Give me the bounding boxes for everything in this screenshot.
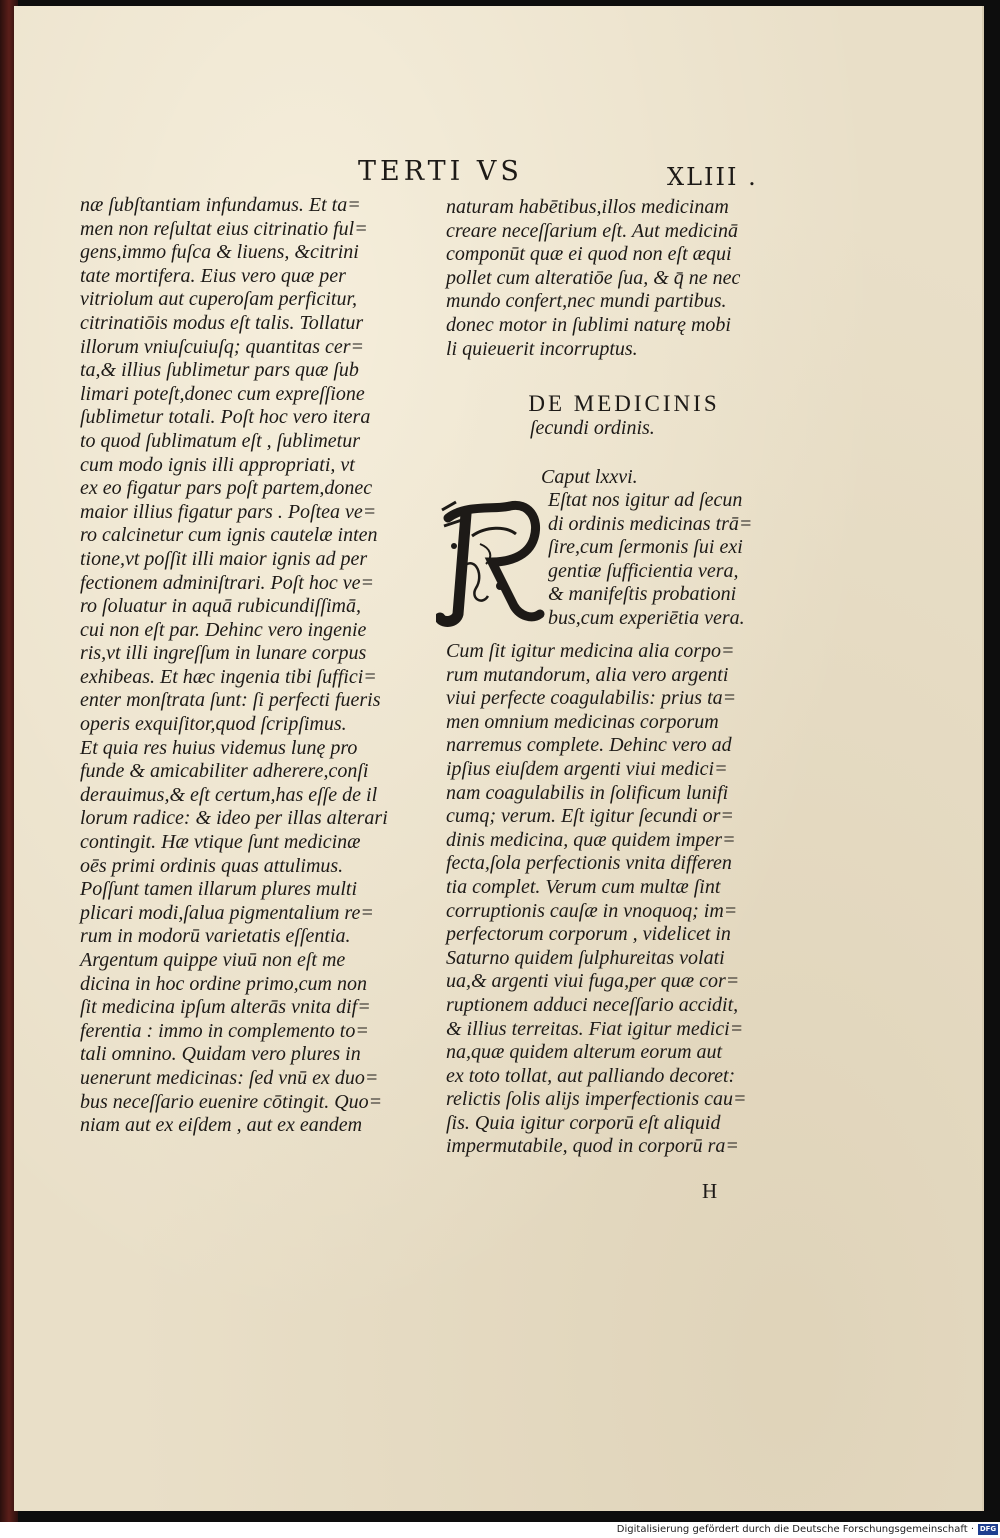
text-line: gentiæ ſufficientia vera, [548,559,739,582]
text-line: pollet cum alteratiōe ſua, & q̄ ne nec [446,266,741,289]
section-heading-title: DE MEDICINIS [528,391,720,416]
text-line: impermutabile, quod in corporū ra= [446,1135,739,1158]
text-line: perfectorum corporum , videlicet in [446,923,731,946]
text-line: relictis ſolis alijs imperfectionis cau= [446,1088,747,1111]
text-line: ruptionem adduci neceſſario accidit, [446,993,739,1016]
text-line: contingit. Hæ vtique ſunt medicinæ [80,831,361,854]
text-line: bus neceſſario euenire cōtingit. Quo= [80,1090,383,1113]
left-text-column [80,194,420,1138]
text-line: ta,& illius ſublimetur pars quæ ſub [80,359,359,382]
text-line: donec motor in ſublimi naturę mobi [446,313,731,336]
text-line: oēs primi ordinis quas attulimus. [80,854,344,877]
text-line: ſublimetur totali. Poſt hoc vero itera [80,406,371,429]
text-line: & manifeſtis probationi [548,583,737,606]
text-line: tali omnino. Quidam vero plures in [80,1043,361,1066]
text-line: dicina in hoc ordine primo,cum non [80,972,368,995]
text-line: ro ſoluatur in aquā rubicundiſſimā, [80,595,361,618]
text-line: men omnium medicinas corporum [446,710,719,733]
text-line: Et quia res huius videmus lunę pro [80,736,358,759]
text-line: to quod ſublimatum eſt , ſublimetur [80,429,360,452]
folio-number: XLIII . [667,163,758,191]
chapter-label: Caput lxxvi. [541,466,638,488]
text-line: men non reſultat eius citrinatio ful= [80,217,368,240]
text-line: operis exquiſitor,quod ſcripſimus. [80,713,347,736]
text-line: corruptionis cauſæ in vnoquoq; im= [446,899,738,922]
text-line: rum in modorū varietatis eſſentia. [80,925,351,948]
text-line: citrinatiōis modus eſt talis. Tollatur [80,311,364,334]
text-line: na,quæ quidem alterum eorum aut [446,1041,723,1064]
text-line: cumq; verum. Eſt igitur ſecundi or= [446,805,734,828]
text-line: tate mortifera. Eius vero quæ per [80,264,346,287]
text-line: ſis. Quia igitur corporū eſt aliquid [446,1111,721,1134]
text-line: cui non eſt par. Dehinc vero ingenie [80,618,367,641]
text-line: plicari modi,ſalua pigmentalium re= [80,901,374,924]
right-text-column-top [446,196,740,361]
footer-credit: Digitalisierung gefördert durch die Deutsche Forschungsgemeinschaft · [616,1524,974,1535]
text-line: ex toto tollat, aut palliando decoret: [446,1064,736,1087]
decorated-initial-letter-icon [436,496,548,628]
text-line: ſire,cum ſermonis ſui exi [548,536,743,559]
text-line: ipſius eiuſdem argenti viui medici= [446,757,728,780]
text-line: ex eo figatur pars poſt partem,donec [80,477,373,500]
text-line: fectionem adminiſtrari. Poſt hoc ve= [80,571,374,594]
text-line: lorum radice: & ideo per illas alterari [80,807,388,830]
text-line: nam coagulabilis in ſolificum lunifi [446,781,729,804]
right-text-beside-initial [548,489,752,631]
text-line: bus,cum experiētia vera. [548,606,745,629]
text-line: enter monſtrata ſunt: ſi perfecti fueris [80,689,381,712]
text-line: uenerunt medicinas: ſed vnū ex duo= [80,1066,379,1089]
text-line: viui perfecte coagulabilis: prius ta= [446,687,737,710]
text-line: funde & amicabiliter adherere,conſi [80,760,369,783]
text-line: dinis medicina, quæ quidem imper= [446,828,736,851]
text-line: tia complet. Verum cum multæ ſint [446,875,721,898]
text-line: ferentia : immo in complemento to= [80,1019,369,1042]
signature-mark: H [702,1179,718,1203]
text-line: creare neceſſarium eſt. Aut medicinā [446,219,738,242]
text-line: & illius terreitas. Fiat igitur medici= [446,1017,744,1040]
text-line: ſit medicina ipſum alterās vnita dif= [80,996,371,1019]
text-line: mundo confert,nec mundi partibus. [446,290,727,313]
text-line: limari poteſt,donec cum expreſſione [80,382,365,405]
text-line: narremus complete. Dehinc vero ad [446,734,732,757]
text-line: Cum ſit igitur medicina alia corpo= [446,640,735,662]
text-line: maior illius figatur pars . Poſtea ve= [80,500,377,523]
text-line: næ ſubſtantiam infundamus. Et ta= [80,194,361,216]
text-line: Poſſunt tamen illarum plures multi [80,878,358,901]
right-text-column-bottom [446,640,747,1159]
running-head: TERTI VS [358,156,523,187]
text-line: rum mutandorum, alia vero argenti [446,663,729,686]
text-line: li quieuerit incorruptus. [446,337,638,360]
text-line: Saturno quidem ſulphureitas volati [446,946,725,969]
text-line: vitriolum aut cuperoſam perficitur, [80,288,358,311]
section-heading [494,391,754,440]
text-line: niam aut ex eiſdem , aut ex eandem [80,1114,363,1137]
text-line: ro calcinetur cum ignis cautelæ inten [80,524,378,547]
text-line: Argentum quippe viuū non eſt me [80,949,346,971]
text-line: ua,& argenti viui fuga,per quæ cor= [446,970,740,993]
text-line: cum modo ignis illi appropriati, vt [80,453,355,476]
book-page [14,6,984,1511]
text-line: illorum vniuſcuiuſq; quantitas cer= [80,335,365,358]
section-heading-subtitle: ſecundi ordinis. [530,417,655,439]
text-line: componūt quæ ei quod non eſt æqui [446,243,732,266]
text-line: ris,vt illi ingreſſum in lunare corpus [80,642,367,665]
text-line: exhibeas. Et hæc ingenia tibi ſuffici= [80,665,377,688]
text-line: fecta,ſola perfectionis vnita differen [446,852,732,875]
text-line: di ordinis medicinas trā= [548,512,753,535]
text-line: naturam habētibus,illos medicinam [446,196,729,218]
dfg-logo-icon: DFG [979,1525,997,1533]
text-line: Eſtat nos igitur ad ſecun [548,489,743,511]
text-line: tione,vt poſſit illi maior ignis ad per [80,547,368,570]
text-line: derauimus,& eſt certum,has eſſe de il [80,783,378,806]
text-line: gens,immo fuſca & liuens, &citrini [80,241,359,264]
